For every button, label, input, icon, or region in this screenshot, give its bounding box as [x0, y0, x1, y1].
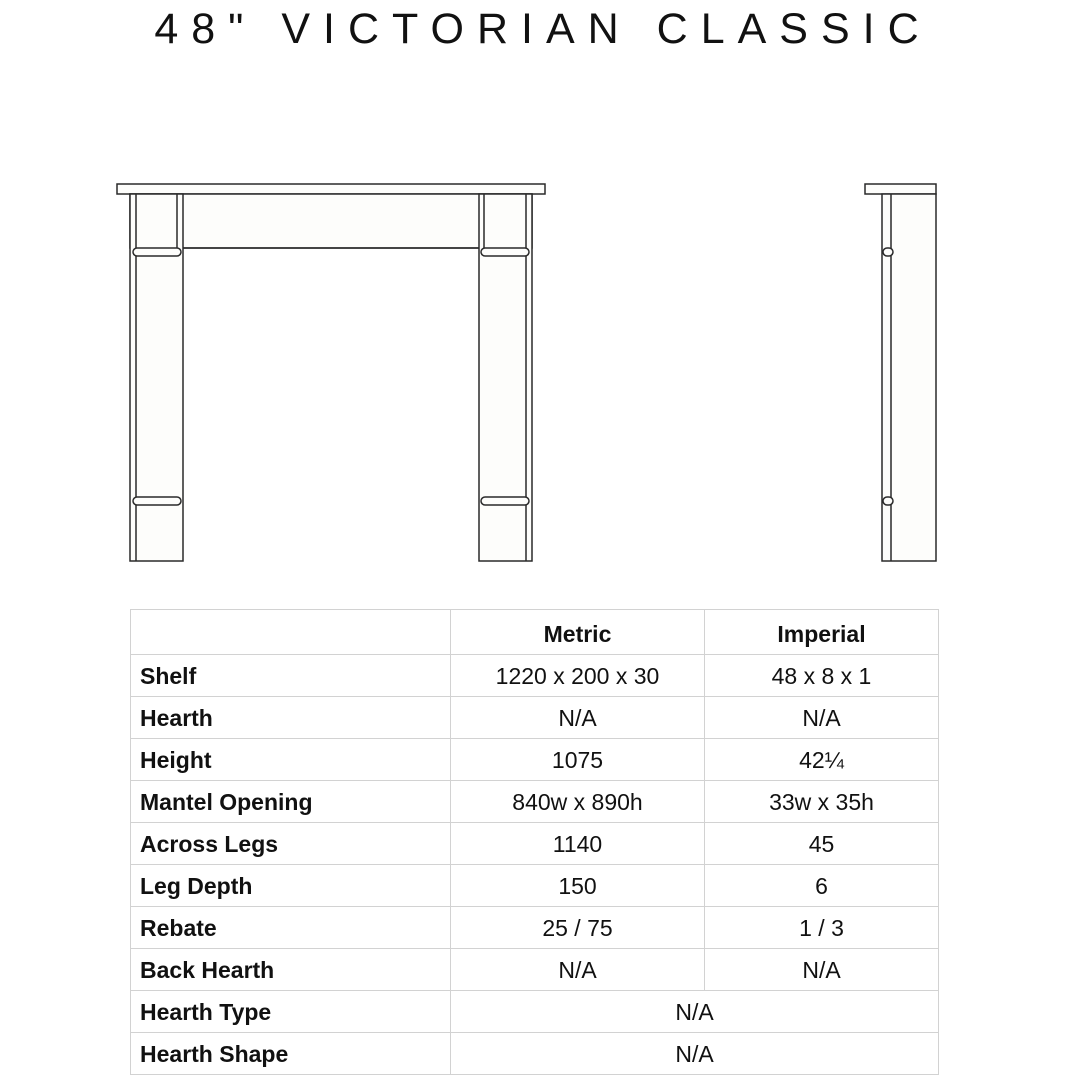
- table-row-merged: [131, 991, 939, 1033]
- table-row: [131, 655, 939, 697]
- imperial-value: 1 / 3: [705, 907, 939, 949]
- front-shelf: [117, 184, 545, 194]
- metric-value: 150: [451, 865, 705, 907]
- row-label: Back Hearth: [131, 949, 451, 991]
- specifications-table: [130, 609, 939, 1075]
- metric-value: N/A: [451, 697, 705, 739]
- merged-value: N/A: [451, 991, 939, 1033]
- merged-value: N/A: [451, 1033, 939, 1075]
- row-label: Leg Depth: [131, 865, 451, 907]
- row-label: Hearth Shape: [131, 1033, 451, 1075]
- imperial-value: N/A: [705, 697, 939, 739]
- row-label: Mantel Opening: [131, 781, 451, 823]
- front-view-drawing: [117, 184, 545, 561]
- table-header-row: [131, 610, 939, 655]
- table-row: [131, 823, 939, 865]
- table-row: [131, 697, 939, 739]
- imperial-value: 42¼: [705, 739, 939, 781]
- page-title: 48" VICTORIAN CLASSIC: [154, 5, 932, 53]
- table-row: [131, 781, 939, 823]
- row-label: Across Legs: [131, 823, 451, 865]
- front-left-collar-bottom: [133, 497, 181, 505]
- side-view-drawing: [865, 184, 936, 561]
- imperial-value: N/A: [705, 949, 939, 991]
- header-imperial: Imperial: [705, 610, 939, 655]
- row-label: Shelf: [131, 655, 451, 697]
- table-row: [131, 907, 939, 949]
- table-row: [131, 865, 939, 907]
- imperial-value: 33w x 35h: [705, 781, 939, 823]
- imperial-value: 48 x 8 x 1: [705, 655, 939, 697]
- metric-value: 840w x 890h: [451, 781, 705, 823]
- metric-value: N/A: [451, 949, 705, 991]
- header-blank: [131, 610, 451, 655]
- table-row: [131, 739, 939, 781]
- front-left-collar-top: [133, 248, 181, 256]
- table-row-merged: [131, 1033, 939, 1075]
- row-label: Height: [131, 739, 451, 781]
- row-label: Hearth: [131, 697, 451, 739]
- front-frieze: [130, 194, 532, 248]
- imperial-value: 6: [705, 865, 939, 907]
- table-row: [131, 949, 939, 991]
- metric-value: 25 / 75: [451, 907, 705, 949]
- metric-value: 1140: [451, 823, 705, 865]
- row-label: Hearth Type: [131, 991, 451, 1033]
- imperial-value: 45: [705, 823, 939, 865]
- side-collar-top: [883, 248, 893, 256]
- front-right-collar-top: [481, 248, 529, 256]
- header-metric: Metric: [451, 610, 705, 655]
- metric-value: 1220 x 200 x 30: [451, 655, 705, 697]
- side-collar-bottom: [883, 497, 893, 505]
- front-right-collar-bottom: [481, 497, 529, 505]
- row-label: Rebate: [131, 907, 451, 949]
- side-shelf: [865, 184, 936, 194]
- metric-value: 1075: [451, 739, 705, 781]
